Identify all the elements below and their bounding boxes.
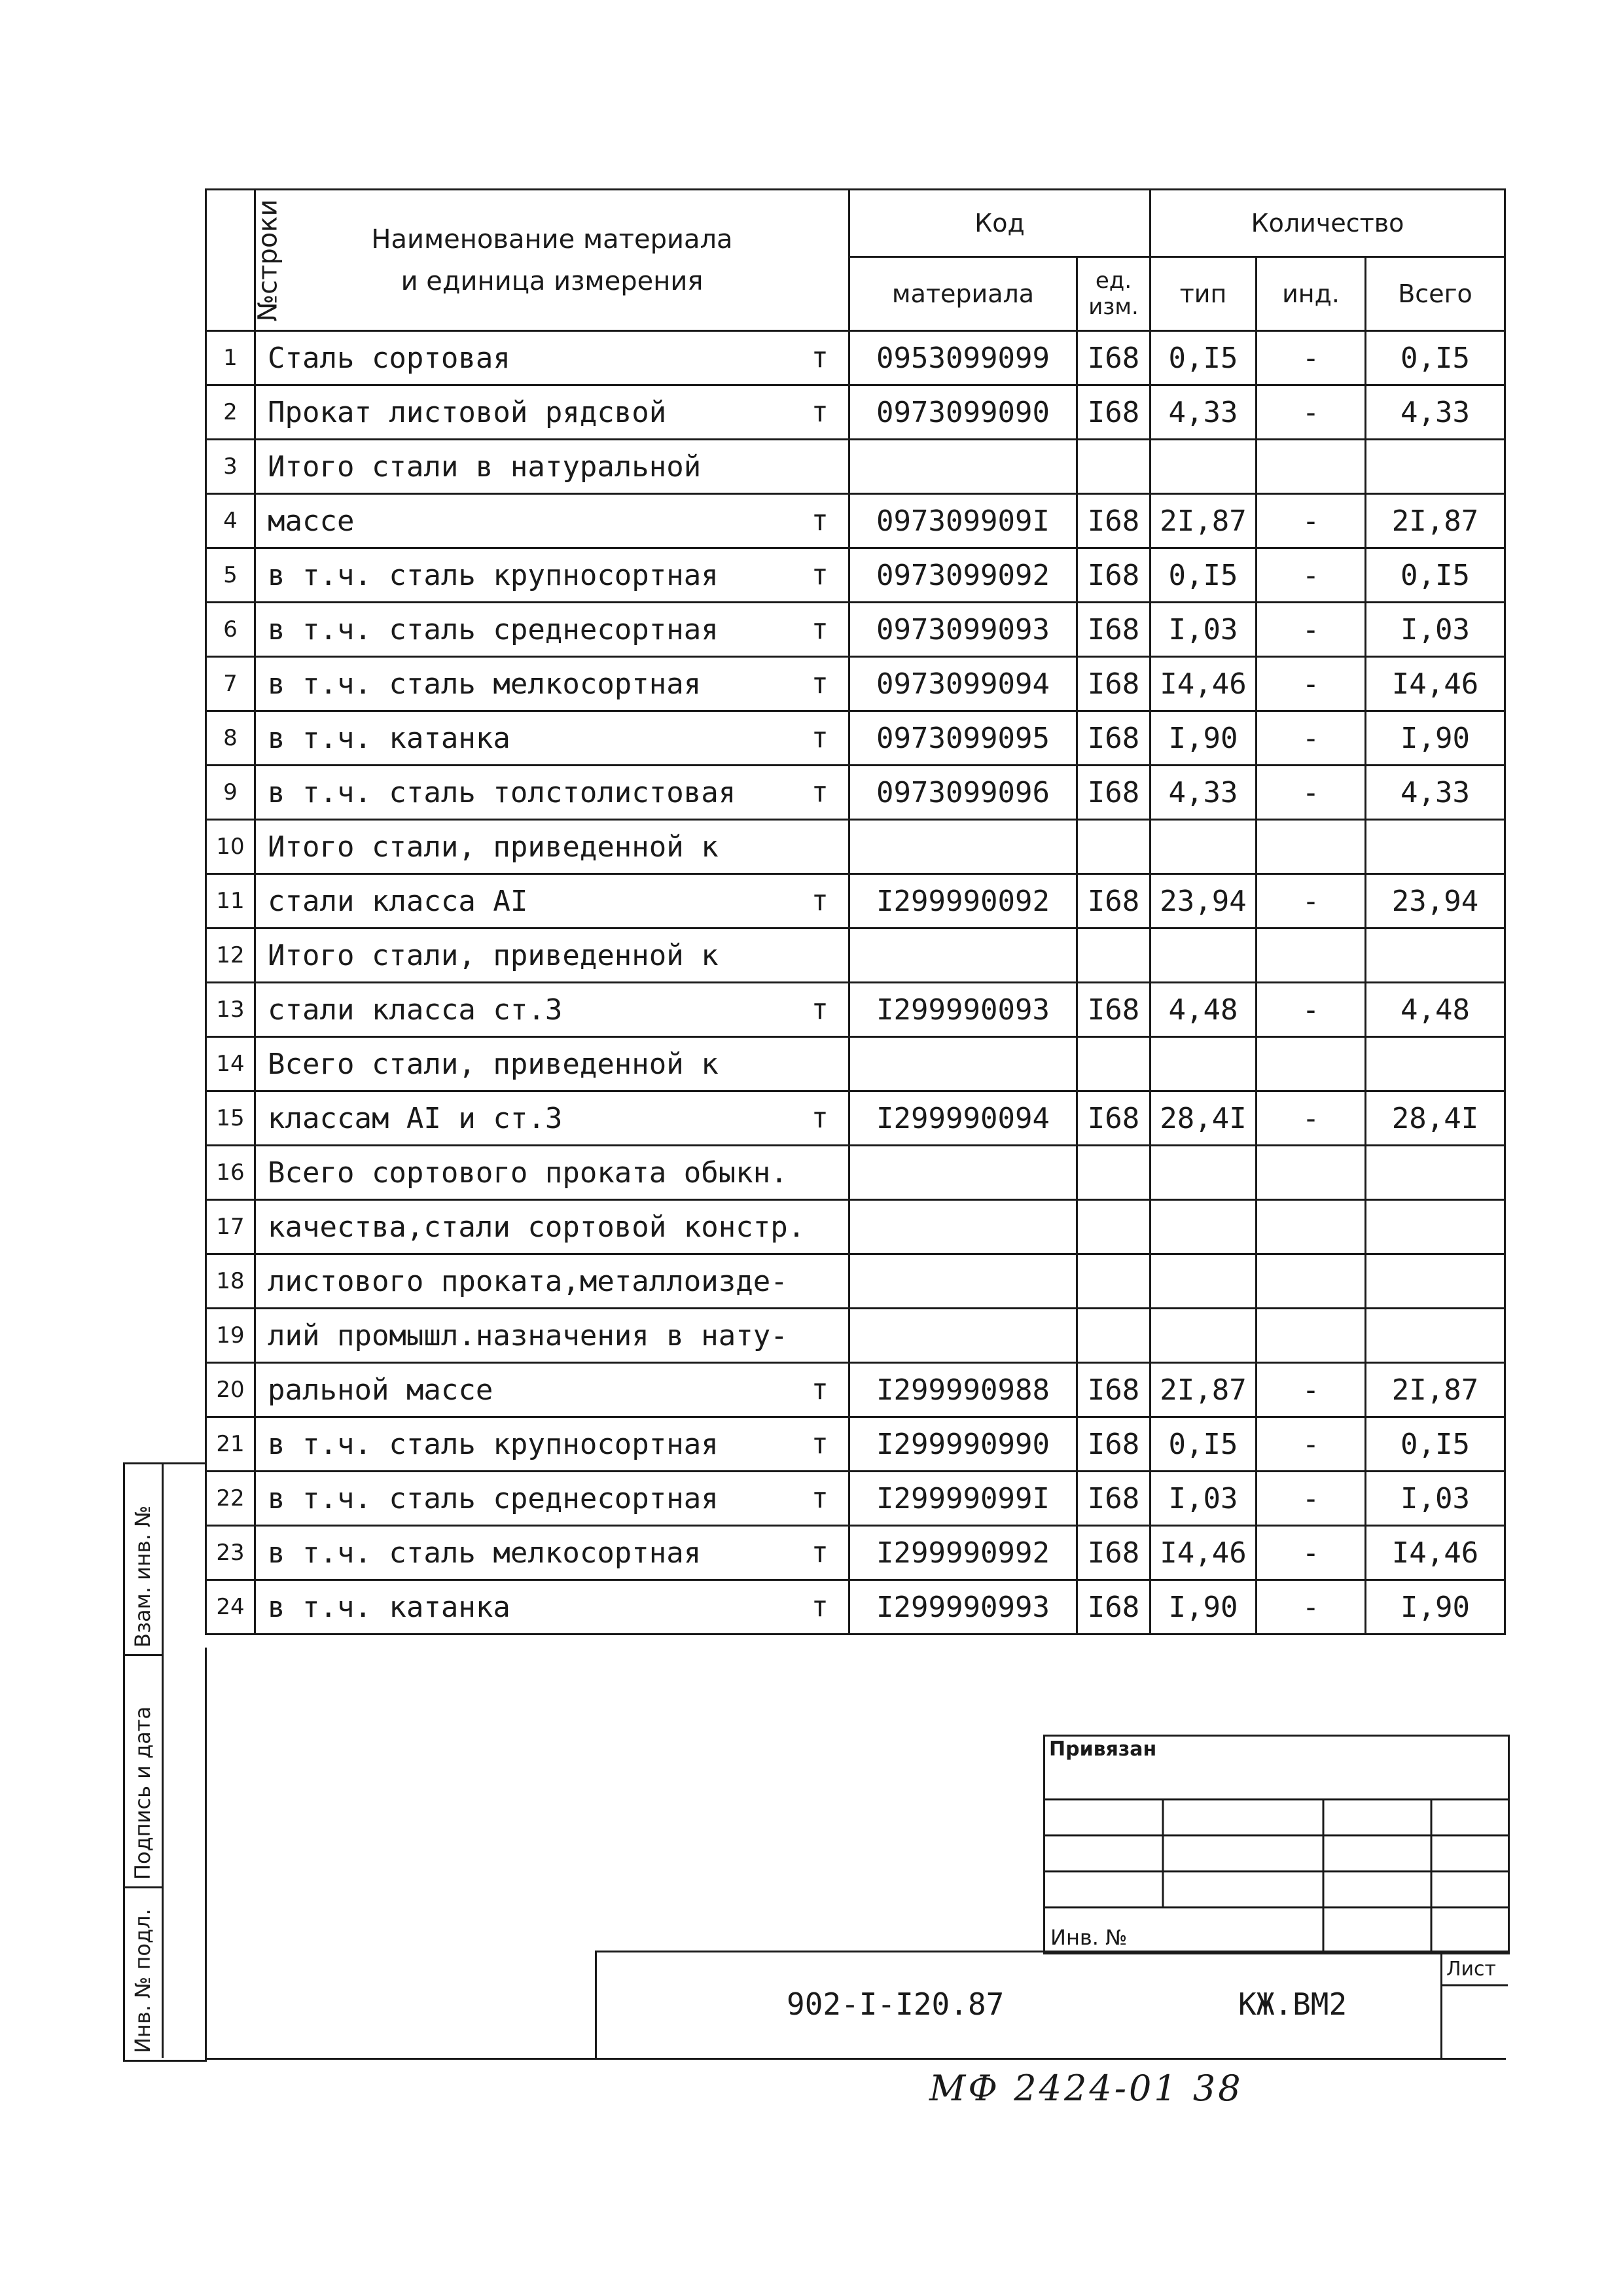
row-name: Всего сортового проката обыкн. [268, 1156, 788, 1190]
row-name: качества,стали сортовой констр. [268, 1210, 806, 1244]
row-ind-value: - [1257, 548, 1366, 603]
row-ind-value: - [1257, 1580, 1366, 1634]
row-unit-letter: т [811, 1536, 829, 1569]
row-type-value: I,90 [1150, 711, 1257, 766]
table-row [206, 657, 1505, 711]
row-name: в т.ч. сталь среднесортная [268, 612, 719, 646]
side-strip [123, 1462, 207, 2062]
document-number: 902-I-I20.87 [787, 1987, 1005, 2022]
row-total-value [1366, 1037, 1505, 1091]
row-ind-value [1257, 1254, 1366, 1309]
row-number: 23 [206, 1526, 255, 1580]
row-name: в т.ч. сталь крупносортная [268, 558, 719, 592]
row-type-value: I4,46 [1150, 1526, 1257, 1580]
table-row [206, 1037, 1505, 1091]
table-row [206, 1526, 1505, 1580]
header-ind: инд. [1257, 257, 1366, 331]
row-unit-letter: т [811, 1481, 829, 1515]
archive-handwritten-number: МФ 2424-01 38 [929, 2068, 1243, 2109]
row-material-code: 0973099096 [849, 766, 1077, 820]
row-unit-code [1077, 1146, 1150, 1200]
row-name: Сталь сортовая [268, 341, 510, 375]
row-type-value: 0,I5 [1150, 331, 1257, 385]
document-code: КЖ.ВМ2 [1238, 1987, 1347, 2022]
table-row [206, 1091, 1505, 1146]
material-table [205, 188, 1506, 1635]
table-row [206, 1472, 1505, 1526]
row-type-value: 23,94 [1150, 874, 1257, 928]
table-body [206, 331, 1505, 1634]
row-type-value: 28,4I [1150, 1091, 1257, 1146]
row-number: 21 [206, 1417, 255, 1472]
row-material-code [849, 1146, 1077, 1200]
row-name-cell [255, 983, 849, 1037]
row-number: 24 [206, 1580, 255, 1634]
row-name: листового проката,металлоизде- [268, 1264, 788, 1298]
row-ind-value: - [1257, 1363, 1366, 1417]
row-name: Итого стали, приведенной к [268, 830, 719, 864]
row-name: Итого стали в натуральной [268, 450, 702, 484]
row-ind-value: - [1257, 766, 1366, 820]
row-type-value [1150, 1200, 1257, 1254]
row-name-cell [255, 1526, 849, 1580]
row-number: 1 [206, 331, 255, 385]
row-name-cell [255, 331, 849, 385]
row-type-value: 2I,87 [1150, 494, 1257, 548]
row-ind-value: - [1257, 385, 1366, 440]
row-material-code [849, 1200, 1077, 1254]
row-name-cell [255, 494, 849, 548]
row-type-value: 4,33 [1150, 766, 1257, 820]
row-unit-letter: т [811, 1427, 829, 1460]
header-row-number: №строки [206, 190, 255, 331]
row-name-cell [255, 766, 849, 820]
row-unit-code [1077, 820, 1150, 874]
row-total-value: I,03 [1366, 603, 1505, 657]
row-ind-value [1257, 1037, 1366, 1091]
row-material-code: 0973099095 [849, 711, 1077, 766]
row-number: 2 [206, 385, 255, 440]
row-total-value: 2I,87 [1366, 494, 1505, 548]
row-total-value: 23,94 [1366, 874, 1505, 928]
row-name-cell [255, 1363, 849, 1417]
row-name-cell [255, 385, 849, 440]
table-row [206, 331, 1505, 385]
row-ind-value: - [1257, 331, 1366, 385]
row-number: 7 [206, 657, 255, 711]
table-row [206, 1146, 1505, 1200]
row-ind-value: - [1257, 1472, 1366, 1526]
row-type-value: 0,I5 [1150, 1417, 1257, 1472]
row-name-cell [255, 1146, 849, 1200]
privyazan-label: Привязан [1049, 1738, 1157, 1761]
row-ind-value [1257, 820, 1366, 874]
row-name: массе [268, 504, 355, 538]
table-row [206, 1363, 1505, 1417]
table-row [206, 983, 1505, 1037]
row-ind-value [1257, 928, 1366, 983]
table-row [206, 385, 1505, 440]
row-name-cell [255, 1254, 849, 1309]
row-name: ральной массе [268, 1373, 493, 1407]
row-material-code: I299990094 [849, 1091, 1077, 1146]
row-material-code: I299990992 [849, 1526, 1077, 1580]
row-name-cell [255, 548, 849, 603]
row-material-code: I299990993 [849, 1580, 1077, 1634]
row-material-code: 0973099094 [849, 657, 1077, 711]
row-number: 19 [206, 1309, 255, 1363]
row-unit-code [1077, 440, 1150, 494]
row-unit-code: I68 [1077, 603, 1150, 657]
row-unit-letter: т [811, 1373, 829, 1406]
row-ind-value: - [1257, 874, 1366, 928]
row-name-cell [255, 1580, 849, 1634]
row-number: 17 [206, 1200, 255, 1254]
row-unit-letter: т [811, 341, 829, 374]
row-unit-code: I68 [1077, 548, 1150, 603]
row-unit-letter: т [811, 1101, 829, 1135]
row-material-code [849, 820, 1077, 874]
table-row [206, 1580, 1505, 1634]
row-unit-code: I68 [1077, 494, 1150, 548]
row-unit-code: I68 [1077, 983, 1150, 1037]
sheet-box [1440, 1952, 1508, 2060]
row-number: 9 [206, 766, 255, 820]
row-type-value: I4,46 [1150, 657, 1257, 711]
row-unit-code: I68 [1077, 1526, 1150, 1580]
row-total-value [1366, 1200, 1505, 1254]
row-material-code: I299990093 [849, 983, 1077, 1037]
stamp-area [205, 1648, 1506, 2060]
table-row [206, 874, 1505, 928]
row-total-value [1366, 440, 1505, 494]
header-material: материала [849, 257, 1077, 331]
row-name-cell [255, 1200, 849, 1254]
row-material-code: I299990092 [849, 874, 1077, 928]
privyazan-block [1043, 1735, 1510, 1954]
table-row [206, 548, 1505, 603]
row-ind-value: - [1257, 603, 1366, 657]
row-unit-code: I68 [1077, 1363, 1150, 1417]
row-unit-code [1077, 1254, 1150, 1309]
row-name: в т.ч. сталь крупносортная [268, 1427, 719, 1461]
row-ind-value: - [1257, 983, 1366, 1037]
side-cell-vzam [125, 1464, 164, 1656]
row-name-cell [255, 711, 849, 766]
row-material-code: 097309909I [849, 494, 1077, 548]
table-row [206, 766, 1505, 820]
row-total-value: I,90 [1366, 711, 1505, 766]
privyazan-grid [1045, 1737, 1508, 1952]
row-type-value: I,03 [1150, 603, 1257, 657]
header-quantity: Количество [1150, 190, 1505, 257]
row-unit-letter: т [811, 884, 829, 917]
row-type-value [1150, 1037, 1257, 1091]
row-number: 12 [206, 928, 255, 983]
header-unit-line1: ед. [1095, 268, 1132, 294]
row-number: 6 [206, 603, 255, 657]
row-type-value: 4,48 [1150, 983, 1257, 1037]
row-unit-code: I68 [1077, 385, 1150, 440]
row-number: 3 [206, 440, 255, 494]
row-number: 18 [206, 1254, 255, 1309]
row-number: 4 [206, 494, 255, 548]
row-unit-letter: т [811, 504, 829, 537]
row-total-value: I4,46 [1366, 1526, 1505, 1580]
header-unit [1077, 257, 1150, 331]
table-row [206, 1417, 1505, 1472]
row-name-cell [255, 1309, 849, 1363]
row-number: 13 [206, 983, 255, 1037]
row-material-code: I29999099I [849, 1472, 1077, 1526]
row-total-value: 4,33 [1366, 766, 1505, 820]
row-total-value: I,90 [1366, 1580, 1505, 1634]
table-row [206, 494, 1505, 548]
row-number: 20 [206, 1363, 255, 1417]
row-number: 8 [206, 711, 255, 766]
row-name-cell [255, 440, 849, 494]
row-unit-code: I68 [1077, 1417, 1150, 1472]
row-total-value: 4,33 [1366, 385, 1505, 440]
row-number: 11 [206, 874, 255, 928]
row-total-value [1366, 820, 1505, 874]
row-total-value [1366, 1146, 1505, 1200]
row-unit-letter: т [811, 775, 829, 809]
row-name-cell [255, 1091, 849, 1146]
row-ind-value [1257, 440, 1366, 494]
row-type-value [1150, 928, 1257, 983]
row-unit-code [1077, 1309, 1150, 1363]
inv-no-label: Инв. № [1050, 1925, 1128, 1950]
row-number: 22 [206, 1472, 255, 1526]
material-table-frame [205, 188, 1504, 1648]
row-unit-code: I68 [1077, 766, 1150, 820]
row-name-cell [255, 1417, 849, 1472]
row-name-cell [255, 928, 849, 983]
header-name-line1: Наименование материала [371, 224, 733, 255]
row-ind-value: - [1257, 1091, 1366, 1146]
sheet-label: Лист [1446, 1958, 1497, 1981]
row-name: Прокат листовой рядсвой [268, 395, 667, 429]
row-name: Итого стали, приведенной к [268, 938, 719, 972]
row-ind-value [1257, 1309, 1366, 1363]
row-type-value: I,90 [1150, 1580, 1257, 1634]
sheet-box-divider [1442, 1952, 1508, 2060]
row-type-value: 0,I5 [1150, 548, 1257, 603]
row-type-value: 2I,87 [1150, 1363, 1257, 1417]
side-label-inv-podl: Инв. № подл. [130, 1909, 155, 2053]
row-total-value: 2I,87 [1366, 1363, 1505, 1417]
row-material-code [849, 1309, 1077, 1363]
row-material-code: I299990990 [849, 1417, 1077, 1472]
row-total-value: I4,46 [1366, 657, 1505, 711]
row-name: стали класса AI [268, 884, 528, 918]
row-number: 16 [206, 1146, 255, 1200]
row-type-value: 4,33 [1150, 385, 1257, 440]
row-number: 15 [206, 1091, 255, 1146]
row-number: 10 [206, 820, 255, 874]
row-material-code [849, 440, 1077, 494]
side-label-podpis: Подпись и дата [130, 1706, 155, 1880]
header-type: тип [1150, 257, 1257, 331]
title-block [595, 1951, 1508, 2060]
row-ind-value: - [1257, 1526, 1366, 1580]
row-name: в т.ч. сталь толстолистовая [268, 775, 736, 809]
row-type-value [1150, 820, 1257, 874]
row-unit-letter: т [811, 558, 829, 592]
row-type-value [1150, 1254, 1257, 1309]
row-type-value [1150, 1146, 1257, 1200]
table-row [206, 1309, 1505, 1363]
row-total-value: 0,I5 [1366, 331, 1505, 385]
row-name-cell [255, 657, 849, 711]
row-total-value [1366, 1309, 1505, 1363]
row-unit-code: I68 [1077, 1580, 1150, 1634]
row-total-value: 0,I5 [1366, 548, 1505, 603]
row-total-value: 28,4I [1366, 1091, 1505, 1146]
header-total: Всего [1366, 257, 1505, 331]
row-ind-value: - [1257, 1417, 1366, 1472]
row-unit-letter: т [811, 993, 829, 1026]
row-total-value: I,03 [1366, 1472, 1505, 1526]
row-unit-code [1077, 1200, 1150, 1254]
side-cell-podpis [125, 1654, 164, 1888]
side-label-vzam: Взам. инв. № [130, 1505, 155, 1648]
row-material-code: I299990988 [849, 1363, 1077, 1417]
row-type-value [1150, 440, 1257, 494]
row-material-code: 0973099093 [849, 603, 1077, 657]
row-name-cell [255, 603, 849, 657]
row-ind-value [1257, 1200, 1366, 1254]
row-material-code [849, 1254, 1077, 1309]
row-unit-code: I68 [1077, 1091, 1150, 1146]
header-unit-line2: изм. [1088, 294, 1139, 320]
row-material-code [849, 1037, 1077, 1091]
row-unit-code: I68 [1077, 874, 1150, 928]
header-name [255, 190, 849, 331]
row-type-value: I,03 [1150, 1472, 1257, 1526]
row-material-code: 0953099099 [849, 331, 1077, 385]
row-name: лий промышл.назначения в нату- [268, 1318, 788, 1352]
row-name-cell [255, 1472, 849, 1526]
row-name: в т.ч. катанка [268, 1590, 510, 1624]
row-ind-value: - [1257, 711, 1366, 766]
row-material-code: 0973099092 [849, 548, 1077, 603]
row-type-value [1150, 1309, 1257, 1363]
row-unit-code: I68 [1077, 711, 1150, 766]
row-name: в т.ч. сталь мелкосортная [268, 667, 702, 701]
row-number: 14 [206, 1037, 255, 1091]
row-ind-value: - [1257, 657, 1366, 711]
row-unit-code [1077, 1037, 1150, 1091]
row-material-code [849, 928, 1077, 983]
table-row [206, 711, 1505, 766]
table-row [206, 1200, 1505, 1254]
row-unit-letter: т [811, 612, 829, 646]
row-total-value: 4,48 [1366, 983, 1505, 1037]
header-code: Код [849, 190, 1150, 257]
row-material-code: 0973099090 [849, 385, 1077, 440]
row-name: в т.ч. сталь среднесортная [268, 1481, 719, 1515]
row-name: стали класса ст.3 [268, 993, 563, 1027]
row-ind-value [1257, 1146, 1366, 1200]
row-unit-code [1077, 928, 1150, 983]
row-name-cell [255, 1037, 849, 1091]
row-unit-letter: т [811, 1590, 829, 1623]
row-total-value [1366, 928, 1505, 983]
row-unit-code: I68 [1077, 331, 1150, 385]
row-total-value: 0,I5 [1366, 1417, 1505, 1472]
table-row [206, 1254, 1505, 1309]
table-row [206, 603, 1505, 657]
row-name: Всего стали, приведенной к [268, 1047, 719, 1081]
row-name: в т.ч. катанка [268, 721, 510, 755]
row-name-cell [255, 820, 849, 874]
row-name-cell [255, 874, 849, 928]
row-unit-code: I68 [1077, 1472, 1150, 1526]
row-number: 5 [206, 548, 255, 603]
row-ind-value: - [1257, 494, 1366, 548]
table-row [206, 820, 1505, 874]
row-total-value [1366, 1254, 1505, 1309]
row-unit-letter: т [811, 395, 829, 429]
row-name: в т.ч. сталь мелкосортная [268, 1536, 702, 1570]
header-name-line2: и единица измерения [401, 266, 704, 296]
row-name: классам AI и ст.3 [268, 1101, 563, 1135]
table-row [206, 928, 1505, 983]
row-unit-letter: т [811, 667, 829, 700]
row-unit-letter: т [811, 721, 829, 754]
row-unit-code: I68 [1077, 657, 1150, 711]
table-row [206, 440, 1505, 494]
side-cell-inv-podl [125, 1886, 164, 2058]
